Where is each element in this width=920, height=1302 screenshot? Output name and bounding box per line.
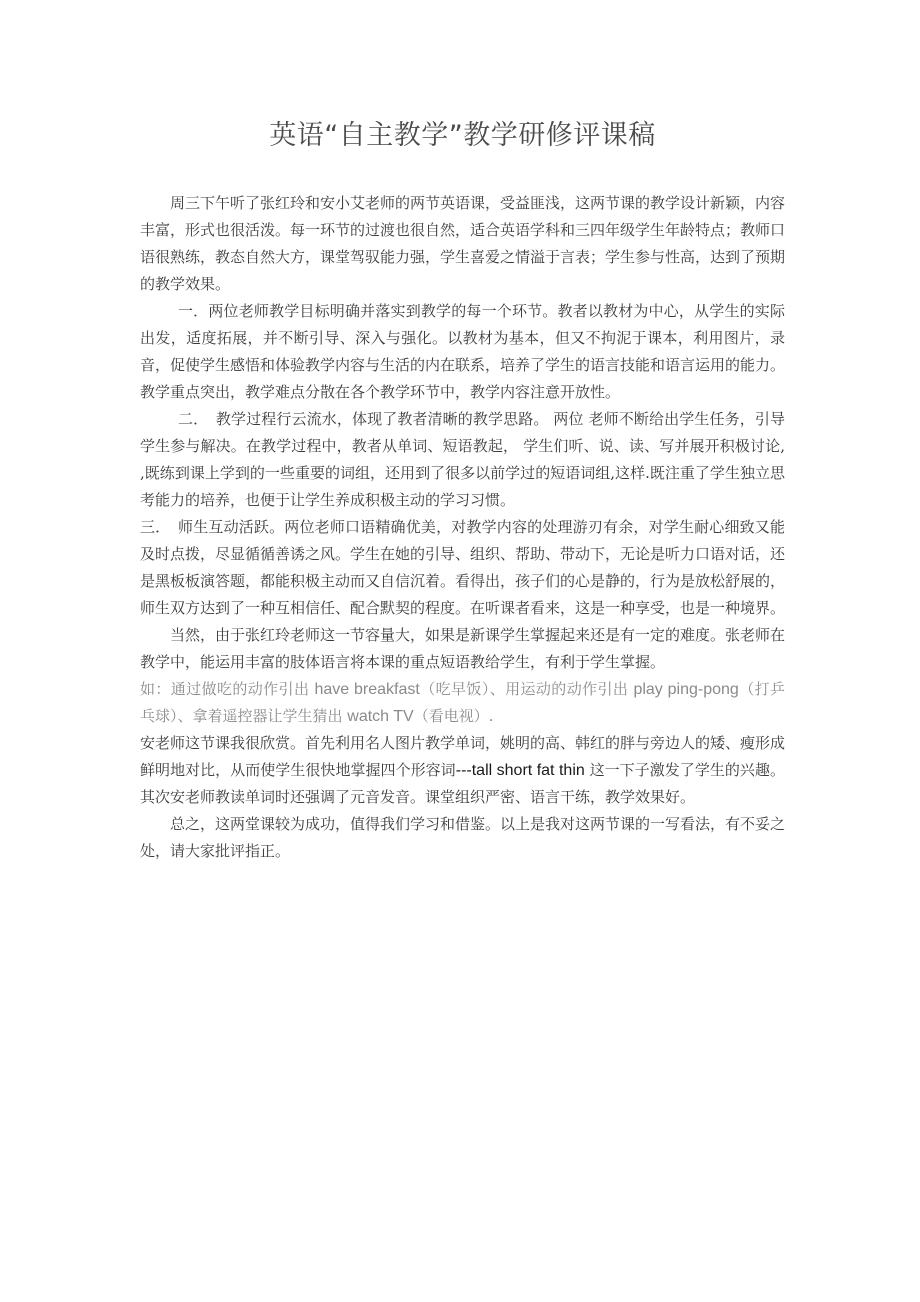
an-lesson-text-1: 安老师这节课我很欣赏。首先利用名人图片教学单词，姚明的高、韩红的胖与旁边人的矮、瘦形成鲜明地对比，从而使学生很快地掌握四个形容词 bbox=[140, 734, 786, 779]
paragraph-conclusion: 总之，这两堂课较为成功，值得我们学习和借鉴。以上是我对这两节课的一写看法，有不妥之处，请大家批评指正。 bbox=[140, 815, 786, 860]
example-text-1: 如：通过做吃的动作引出 bbox=[140, 680, 315, 698]
example-phrase-play-ping-pong: play ping-pong bbox=[633, 681, 739, 698]
example-text-3: （打乒乓球）、拿着遥控器让学生猜出 bbox=[140, 680, 785, 725]
document-body bbox=[140, 190, 785, 865]
paragraph-intro: 周三下午听了张红玲和安小艾老师的两节英语课，受益匪浅，这两节课的教学设计新颖，内容丰富，形式也很活泼。每一环节的过渡也很自然，适合英语学科和三四年级学生年龄特点；教师口语很熟练，教态自然大方，课堂驾驭能力强，学生喜爱之情溢于言表；学生参与性高，达到了预期的教学效果。 bbox=[140, 194, 786, 293]
paragraph-an-lesson bbox=[140, 730, 785, 811]
paragraph-examples bbox=[140, 676, 785, 730]
document-title: 英语“自主教学”教学研修评课稿 bbox=[269, 120, 656, 151]
adjective-words: ---tall short fat thin bbox=[455, 762, 585, 779]
paragraph-point-3: 三． 师生互动活跃。两位老师口语精确优美，对教学内容的处理游刃有余，对学生耐心细致又能及时点拨，尽显循循善诱之风。学生在她的引导、组织、帮助、带动下，无论是听力口语对话，还是黑板板演答题，都能积极主动而又自信沉着。看得出，孩子们的心是静的，行为是放松舒展的，师生双方达到了一种互相信任、配合默契的程度。在听课者看来，这是一种享受，也是一种境界。 bbox=[140, 518, 786, 617]
example-text-4: （看电视）. bbox=[413, 707, 494, 725]
paragraph-point-1: 一．两位老师教学目标明确并落实到教学的每一个环节。教者以教材为中心，从学生的实际出发，适度拓展，并不断引导、深入与强化。以教材为基本，但又不拘泥于课本，利用图片，录音，促使学生感悟和体验教学内容与生活的内在联系，培养了学生的语言技能和语言运用的能力。教学重点突出，教学难点分散在各个教学环节中，教学内容注意开放性。 bbox=[140, 302, 786, 401]
example-phrase-have-breakfast: have breakfast bbox=[314, 681, 420, 698]
example-text-2: （吃早饭）、用运动的动作引出 bbox=[419, 680, 634, 698]
example-phrase-watch-tv: watch TV bbox=[347, 708, 414, 725]
an-lesson-text-2: 这一下子激发了学生的兴趣。其次安老师教读单词时还强调了元音发音。课堂组织严密、语言干练，教学效果好。 bbox=[140, 761, 785, 806]
paragraph-point-2: 二． 教学过程行云流水，体现了教者清晰的教学思路。 两位 老师不断给出学生任务，引导学生参与解决。在教学过程中，教者从单词、短语教起， 学生们听、说、读、写并展开积极讨论, ,既练到课上学到的一些重要的词组，还用到了很多以前学过的短语词组,这样.既注重了学生独立思考能力的培养，也便于让学生养成积极主动的学习习惯。 bbox=[140, 410, 785, 509]
paragraph-note: 当然，由于张红玲老师这一节容量大，如果是新课学生掌握起来还是有一定的难度。张老师在教学中，能运用丰富的肢体语言将本课的重点短语教给学生，有利于学生掌握。 bbox=[140, 626, 786, 671]
